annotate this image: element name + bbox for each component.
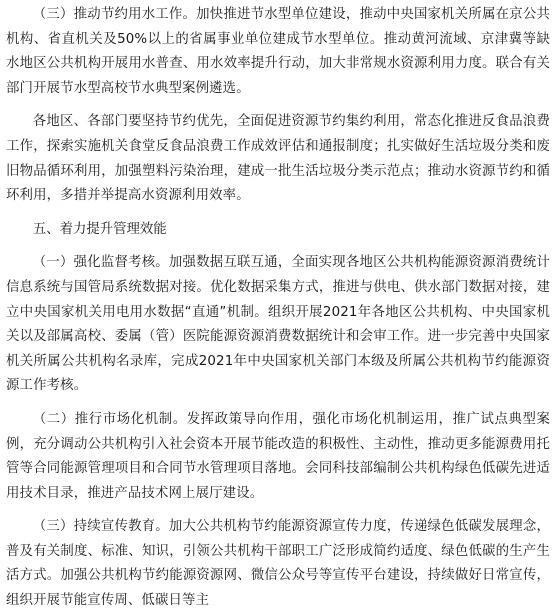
paragraph-water-saving: （三）推动节约用水工作。加快推进节水型单位建设，推动中央国家机关所属在京公共机构、省直机关及50%以上的省属事业单位建成节水型单位。推动黄河流域、京津冀等缺水地区公共机构开展用水普查、用水效率提升行动，加大非常规水资源利用力度。联合有关部门开展节水型高校节水典型案例遴选。: [6, 7, 550, 96]
paragraph-gap: [6, 399, 550, 408]
document-body: [6, 3, 550, 614]
paragraph-supervision: （一）强化监督考核。加强数据互联互通，全面实现各地区公共机构能源资源消费统计信息系统与国管局系统数据对接。优化数据采集方式，推进与供电、供水部门数据对接，建立中央国家机关用电用水数据“直通”机制。组织开展2021年各地区公共机构、中央国家机关以及部属高校、委属（管）医院能源资源消费数据统计和会审工作。进一步完善中央国家机关所属公共机构名录库，完成2021年中央国家机关部门本级及所属公共机构节约能源资源工作考核。: [6, 255, 550, 394]
paragraph-market-mechanism: （二）推行市场化机制。发挥政策导向作用，强化市场化机制运用，推广试点典型案例，充分调动公共机构引入社会资本开展节能改造的积极性、主动性，推动更多能源费用托管等合同能源管理项目和合同节水管理项目落地。会同科技部编制公共机构绿色低碳先进适用技术目录，推进产品技术网上展厅建设。: [6, 411, 550, 501]
paragraph-gap: [6, 242, 550, 251]
paragraph-gap: [6, 209, 550, 218]
paragraph-publicity: （三）持续宣传教育。加大公共机构节约能源资源宣传力度，传递绿色低碳发展理念，普及有关制度、标准、知识，引领公共机构干部职工广泛形成简约适度、绿色低碳的生产生活方式。加强公共机构节约能源资源网、微信公众号等宣传平台建设，持续做好日常宣传，组织开展节能宣传周、低碳日等主: [6, 519, 550, 609]
paragraph-gap: [6, 506, 550, 515]
paragraph-gap: [6, 101, 550, 110]
paragraph-resource-saving: 各地区、各部门要坚持节约优先，全面促进资源节约集约利用，常态化推进反食品浪费工作，探索实施机关食堂反食品浪费工作成效评估和通报制度；扎实做好生活垃圾分类和废旧物品循环利用，加强塑料污染治理，建成一批生活垃圾分类示范点；推动水资源节约和循环利用，多措并举提高水资源利用效率。: [6, 114, 550, 204]
section-heading: 五、着力提升管理效能: [32, 221, 167, 237]
